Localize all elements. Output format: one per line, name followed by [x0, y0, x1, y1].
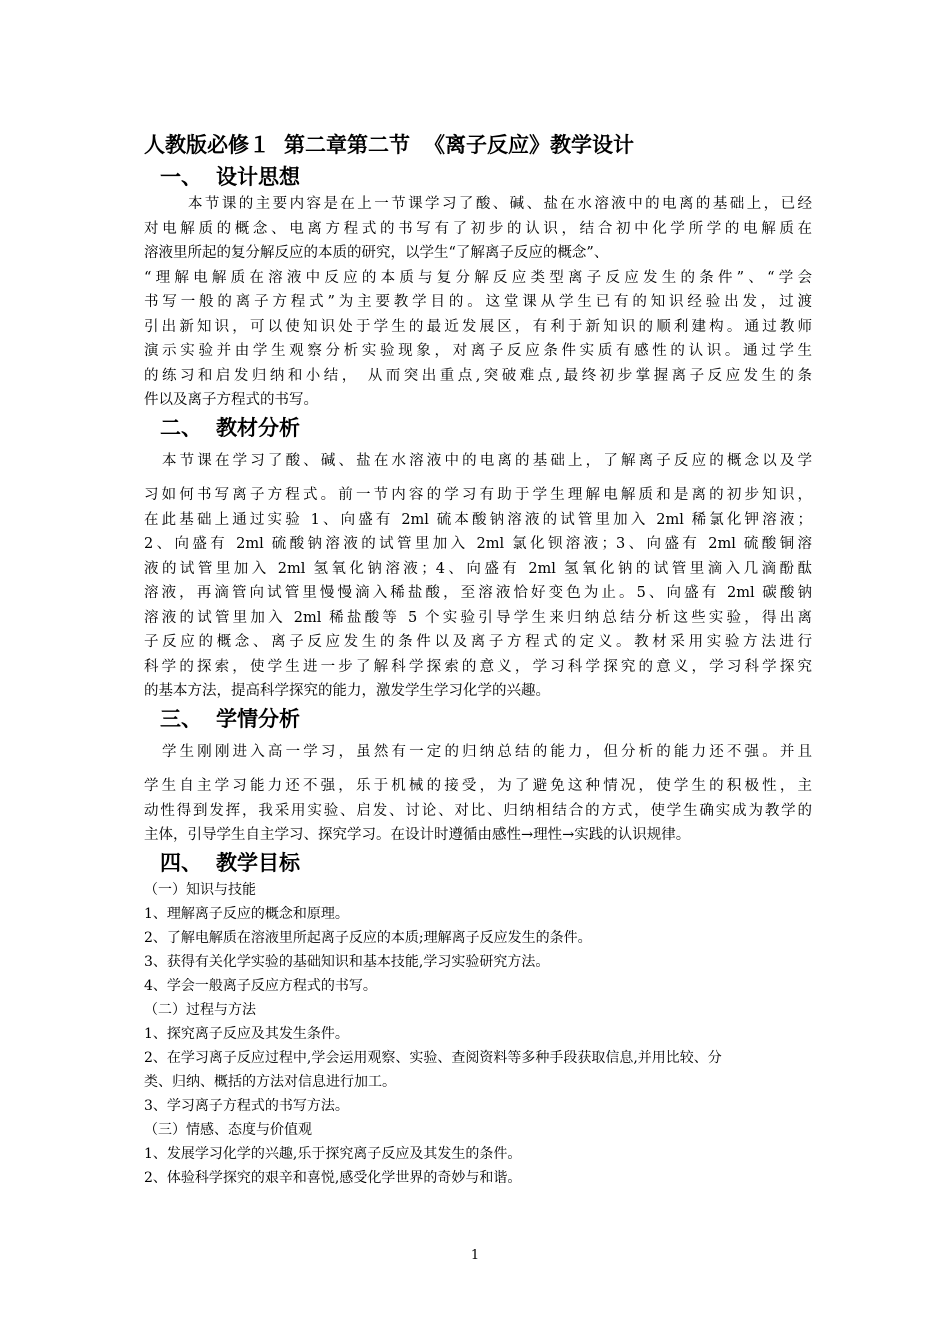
paragraph-line: 学生刚刚进入高一学习，虽然有一定的归纳总结的能力，但分析的能力还不强。并且: [162, 743, 812, 760]
document-page: [144, 130, 812, 1190]
paragraph-line: 书写一般的离子方程式”为主要教学目的。这堂课从学生已有的知识经验出发，过渡: [144, 294, 812, 310]
paragraph-line: 本节课的主要内容是在上一节课学习了酸、碱、盐在水溶液中的电离的基础上，已经: [188, 196, 812, 212]
section-number: 四、: [160, 850, 202, 875]
objective-item: 类、归纳、概括的方法对信息进行加工。: [144, 1073, 396, 1090]
title-part-2: 第二章第二节: [284, 133, 410, 157]
section-1-paragraph: [144, 192, 812, 413]
document-title: [144, 130, 812, 160]
paragraph-line: 2、向盛有 2ml 硫酸钠溶液的试管里加入 2ml 氯化钡溶液；3、向盛有 2ml 硫酸铜溶: [144, 536, 812, 552]
section-title: 学情分析: [216, 706, 300, 731]
paragraph-line: 动性得到发挥，我采用实验、启发、讨论、对比、归纳相结合的方式，使学生确实成为教学的: [144, 802, 812, 819]
section-heading-2: [144, 413, 812, 443]
section-title: 设计思想: [216, 165, 300, 189]
objective-item: 3、获得有关化学实验的基础知识和基本技能,学习实验研究方法。: [144, 953, 550, 970]
section-heading-3: [144, 704, 812, 734]
objective-item: 1、发展学习化学的兴趣,乐于探究离子反应及其发生的条件。: [144, 1145, 522, 1162]
objective-subheading: （一）知识与技能: [144, 881, 256, 898]
paragraph-line: 溶液，再滴管向试管里慢慢滴入稀盐酸，至溶液恰好变色为止。5、向盛有 2ml 碳酸钠: [144, 585, 812, 601]
objective-item: 2、体验科学探究的艰辛和喜悦,感受化学世界的奇妙与和谐。: [144, 1169, 522, 1186]
section-heading-1: [144, 162, 812, 192]
paragraph-line: “理解电解质在溶液中反应的本质与复分解反应类型离子反应发生的条件”、“学会: [144, 269, 812, 286]
paragraph-line: 的基本方法，提高科学探究的能力，激发学生学习化学的兴趣。: [144, 683, 550, 699]
section-title: 教学目标: [216, 850, 300, 875]
paragraph-line: 溶液的试管里加入 2ml 稀盐酸等 5 个实验引导学生来归纳总结分析这些实验，得出离: [144, 609, 812, 626]
objective-item: 2、在学习离子反应过程中,学会运用观察、实验、查阅资料等多种手段获取信息,并用比较、分: [144, 1049, 722, 1066]
paragraph-line: 液的试管里加入 2ml 氢氧化钠溶液；4、向盛有 2ml 氢氧化钠的试管里滴入几滴酚酞: [144, 560, 812, 577]
paragraph-line: 件以及离子方程式的书写。: [144, 392, 318, 408]
paragraph-line: 子反应的概念、离子反应发生的条件以及离子方程式的定义。教材采用实验方法进行: [144, 634, 812, 650]
objective-subheading: （三）情感、态度与价值观: [144, 1121, 312, 1138]
section-heading-4: [144, 848, 812, 878]
paragraph-line: 主体，引导学生自主学习、探究学习。在设计时遵循由感性→理性→实践的认识规律。: [144, 827, 691, 843]
section-number: 二、: [160, 415, 202, 440]
objective-item: 1、理解离子反应的概念和原理。: [144, 905, 349, 922]
objective-item: 4、学会一般离子反应方程式的书写。: [144, 977, 377, 994]
paragraph-line: 溶液里所起的复分解反应的本质的研究，以学生“了解离子反应的概念”、: [144, 245, 609, 261]
objectives-list: [144, 878, 812, 1190]
section-title: 教材分析: [216, 415, 300, 440]
objective-subheading: （二）过程与方法: [144, 1001, 256, 1018]
paragraph-line: 习如何书写离子方程式。前一节内容的学习有助于学生理解电解质和是离的初步知识，: [144, 487, 812, 503]
title-part-3: 《离子反应》教学设计: [424, 133, 634, 157]
paragraph-line: 引出新知识，可以使知识处于学生的最近发展区，有利于新知识的顺利建构。通过教师: [144, 318, 812, 335]
paragraph-line: 的练习和启发归纳和小结， 从而突出重点,突破难点,最终初步掌握离子反应发生的条: [144, 367, 812, 384]
section-3-paragraph: [144, 740, 812, 848]
paragraph-line: 在此基础上通过实验 1、向盛有 2ml 硫本酸钠溶液的试管里加入 2ml 稀氯化钾溶液；: [144, 511, 812, 528]
section-number: 一、: [160, 165, 202, 189]
paragraph-line: 对电解质的概念、电离方程式的书写有了初步的认识，结合初中化学所学的电解质在: [144, 220, 812, 237]
paragraph-line: 本节课在学习了酸、碱、盐在水溶液中的电离的基础上，了解离子反应的概念以及学: [162, 452, 812, 469]
paragraph-line: 学生自主学习能力还不强，乐于机械的接受，为了避免这种情况，使学生的积极性，主: [144, 778, 812, 794]
paragraph-line: 演示实验并由学生观察分析实验现象，对离子反应条件实质有感性的认识。通过学生: [144, 343, 812, 359]
title-part-1: 人教版必修１: [144, 133, 270, 157]
paragraph-line: 科学的探索，使学生进一步了解科学探索的意义，学习科学探究的意义，学习科学探究: [144, 658, 812, 675]
section-number: 三、: [160, 706, 202, 731]
objective-item: 2、了解电解质在溶液里所起离子反应的本质;理解离子反应发生的条件。: [144, 929, 592, 946]
objective-item: 3、学习离子方程式的书写方法。: [144, 1097, 349, 1114]
objective-item: 1、探究离子反应及其发生条件。: [144, 1025, 349, 1042]
page-number: 1: [470, 1248, 480, 1263]
section-2-paragraph: [144, 449, 812, 704]
